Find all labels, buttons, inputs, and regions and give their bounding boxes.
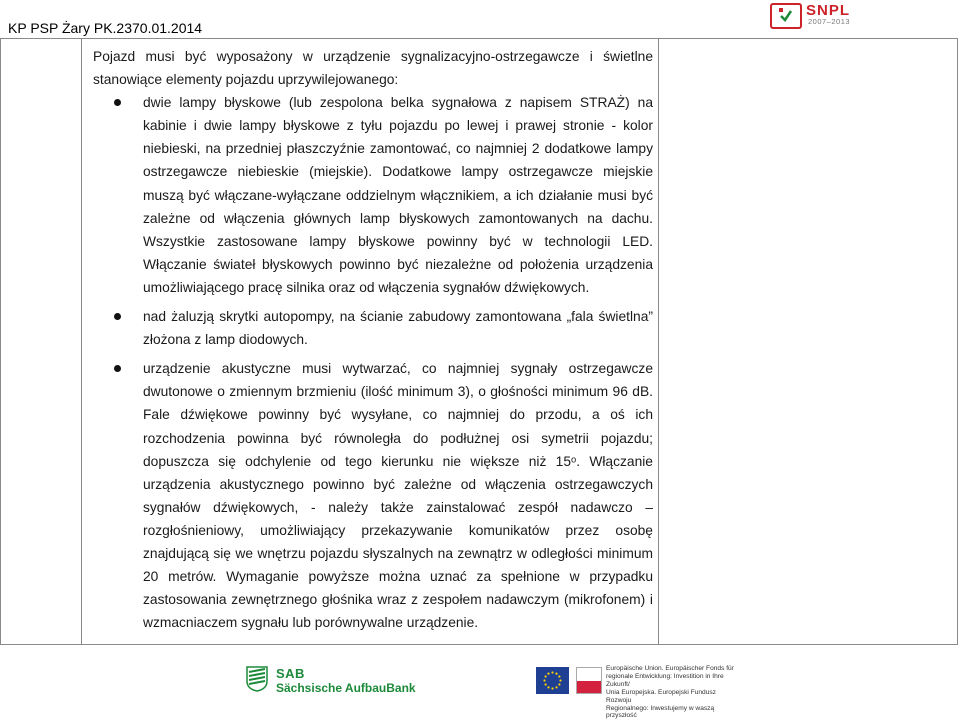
intro-paragraph: Pojazd musi być wyposażony w urządzenie sygnalizacyjno-ostrzegawcze i świetlne stanowiące elementy pojazdu uprzywilejowanego: <box>93 49 653 88</box>
eu-flag-icon <box>536 667 569 694</box>
document-table <box>0 38 958 645</box>
requirements-list <box>93 91 653 634</box>
eu-funding-line: Unia Europejska. Europejski Fundusz Rozwoju <box>606 688 716 704</box>
list-item-text: dwie lampy błyskowe (lub zespolona belka sygnałowa z napisem STRAŻ) na kabinie i dwie lampy błyskowe z tyłu pojazdu po lewej i prawej stronie - kolor niebieski, na przedniej płaszczyźnie zamontować, co najmniej 2 dodatkowe lampy ostrzegawcze niebieskie (miejskie). Dodatkowe lampy ostrzegawcze miejskie muszą być włączane-wyłączane oddzielnym włącznikiem, a ich działanie musi być zależne od włączenia głównych lamp błyskowych zamontowanych na dachu. Wszystkie zastosowane lampy błyskowe powinny być w technologii LED. Włączanie świateł błyskowych powinno być niezależne od położenia urządzenia umożliwiającego pracę silnika oraz od włączenia sygnałów dźwiękowych. <box>143 95 653 295</box>
table-cell-content <box>82 39 659 645</box>
snpl-logo-text: SNPL <box>806 2 851 19</box>
list-item-text: nad żaluzją skrytki autopompy, na ścianie zabudowy zamontowana „fala świetlna” złożona z lamp diodowych. <box>143 309 653 348</box>
list-item <box>93 357 653 634</box>
bullet-icon <box>114 313 121 320</box>
bullet-icon <box>114 365 121 372</box>
poland-flag-icon <box>576 667 602 694</box>
eu-funding-text <box>606 665 736 720</box>
list-item-text: urządzenie akustyczne musi wytwarzać, co najmniej sygnały ostrzegawcze dwutonowe o zmiennym brzmieniu (ilość minimum 3), o głośności minimum 96 dB. Fale dźwiękowe powinny być wysyłane, co najmniej do przodu, a oś ich rozchodzenia powinna być równoległa do podłużnej osi symetrii pojazdu; dopuszcza się odchylenie od tego kierunku nie większe niż 15ᵒ. Włączanie urządzenia akustycznego powinno być zależne od włączenia ostrzegawczych sygnałów dźwiękowych, - należy także zainstalować zespół nadawczo – rozgłośnieniowy, umożliwiający przekazywanie komunikatów przez osobę znajdującą się we wnętrzu pojazdu słyszalnych na zewnątrz w odległości minimum 20 metrów. Wymaganie powyższe można uznać za spełnione w przypadku zastosowania zewnętrznego głośnika wraz z zespołem nadawczym (mikrofonem) i wzmacniaczem sygnału lub porównywalne urządzenie. <box>143 361 653 631</box>
saxony-coat-of-arms-icon <box>246 666 268 692</box>
snpl-logo-years: 2007–2013 <box>808 17 851 26</box>
eu-funding-line: Regionalnego: Inwestujemy w waszą przyszłość <box>606 704 715 720</box>
eu-funding-line: Europäische Union. Europäischer Fonds für <box>606 665 734 672</box>
snpl-cross-icon <box>779 8 793 24</box>
bullet-icon <box>114 99 121 106</box>
header-reference: KP PSP Żary PK.2370.01.2014 <box>8 20 203 36</box>
sab-logo-title: SAB <box>276 666 305 681</box>
sab-logo-subtitle: Sächsische AufbauBank <box>276 681 416 695</box>
eu-funding-line: regionale Entwicklung: Investition in Ihre Zukunft/ <box>606 672 724 688</box>
table-cell-right <box>659 39 958 645</box>
table-cell-left <box>1 39 82 645</box>
list-item <box>93 305 653 351</box>
list-item <box>93 91 653 299</box>
